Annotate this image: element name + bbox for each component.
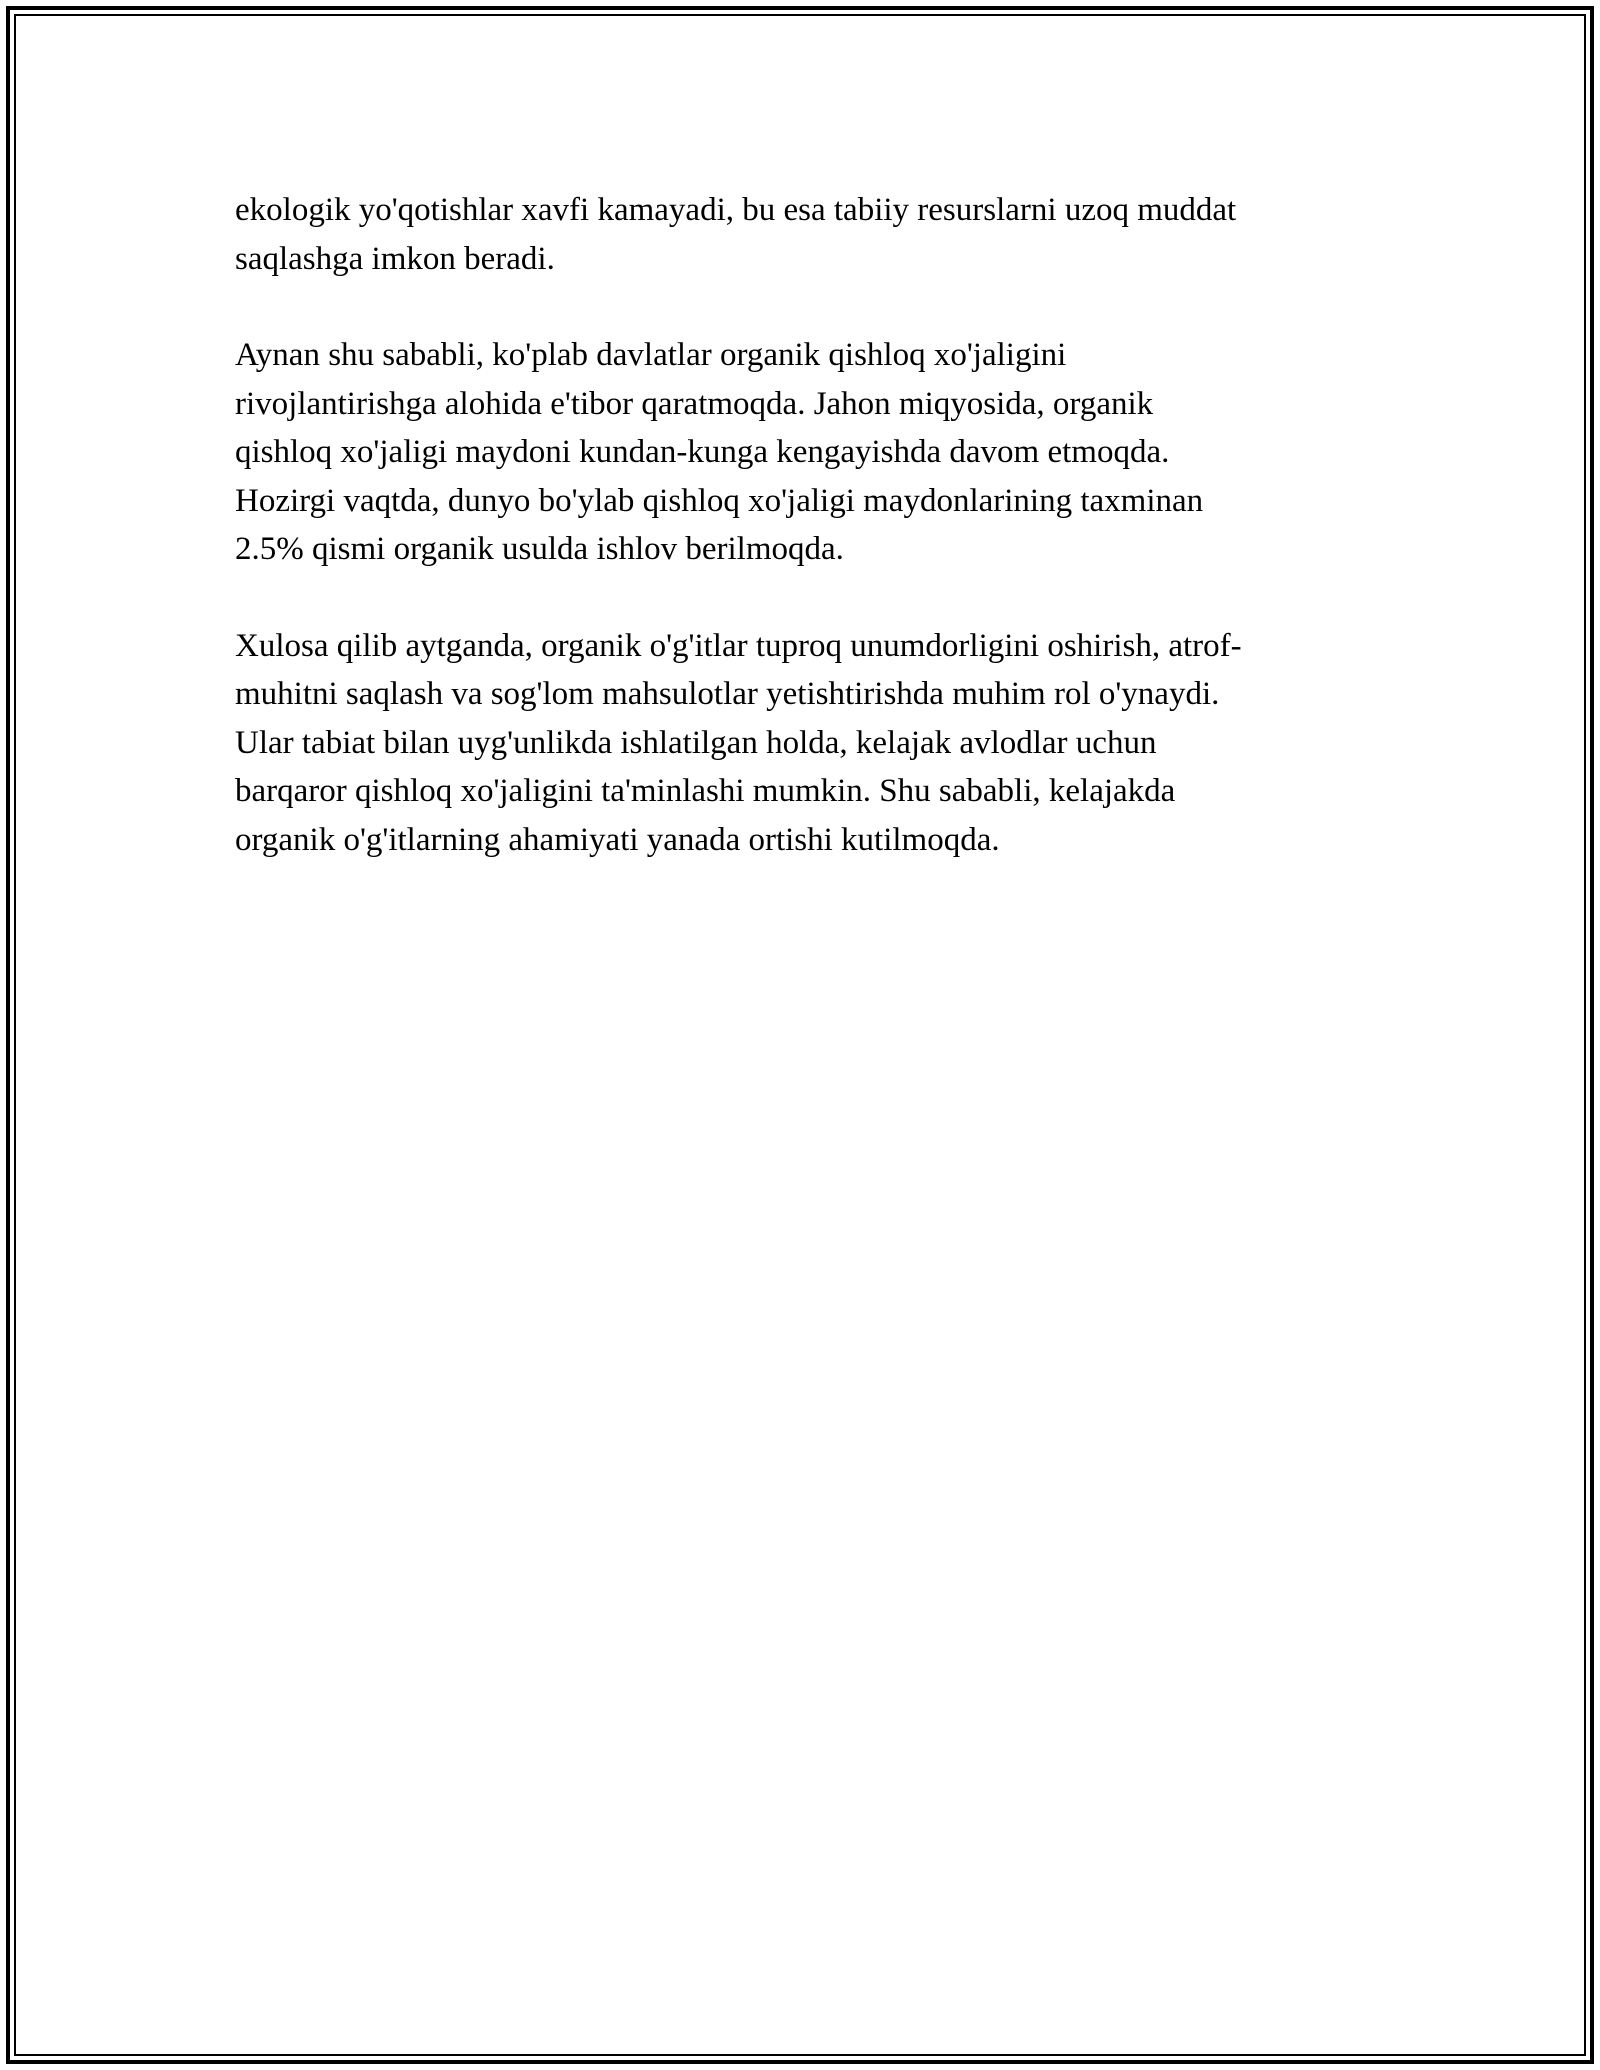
text-line: Aynan shu sababli, ko'plab davlatlar organik qishloq xo'jaligini <box>235 337 1067 373</box>
text-line: 2.5% qismi organik usulda ishlov berilmoqda. <box>235 531 844 567</box>
text-line: saqlashga imkon beradi. <box>235 240 555 277</box>
paragraph-1 <box>235 186 1365 283</box>
text-line: muhitni saqlash va sog'lom mahsulotlar yetishtirishda muhim rol o'ynaydi. <box>235 676 1220 712</box>
text-line: rivojlantirishga alohida e'tibor qaratmoqda. Jahon miqyosida, organik <box>235 385 1154 422</box>
paragraph-3 <box>235 622 1365 865</box>
text-line: Hozirgi vaqtda, dunyo bo'ylab qishloq xo'jaligi maydonlarining taxminan <box>235 482 1204 519</box>
text-line: ekologik yo'qotishlar xavfi kamayadi, bu esa tabiiy resurslarni uzoq muddat <box>235 192 1237 228</box>
text-line: Xulosa qilib aytganda, organik o'g'itlar tuproq unumdorligini oshirish, atrof- <box>235 627 1242 664</box>
text-line: organik o'g'itlarning ahamiyati yanada ortishi kutilmoqda. <box>235 821 1000 858</box>
text-line: barqaror qishloq xo'jaligini ta'minlashi mumkin. Shu sababli, kelajakda <box>235 773 1176 809</box>
text-line: Ular tabiat bilan uyg'unlikda ishlatilgan holda, kelajak avlodlar uchun <box>235 724 1157 761</box>
paragraph-2 <box>235 331 1365 574</box>
document-body <box>235 186 1365 912</box>
text-line: qishloq xo'jaligi maydoni kundan-kunga kengayishda davom etmoqda. <box>235 434 1170 470</box>
